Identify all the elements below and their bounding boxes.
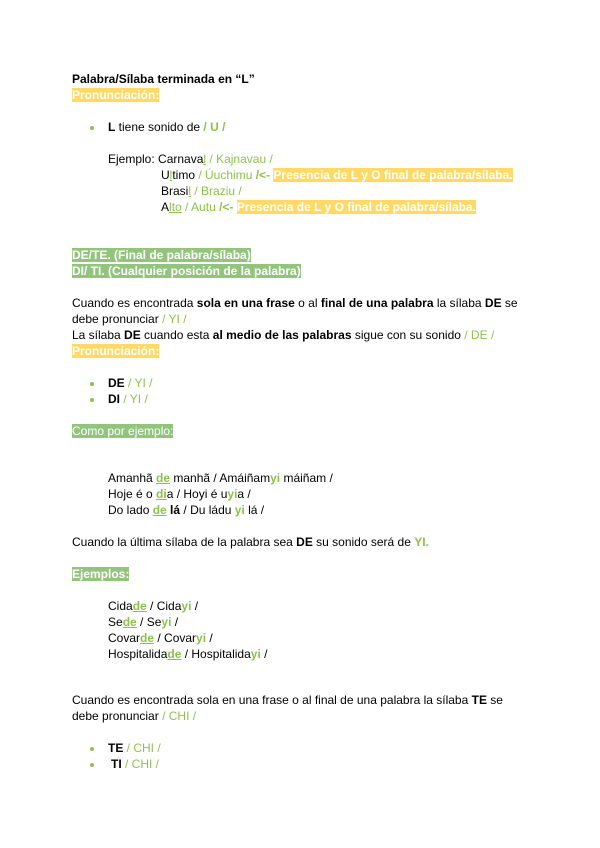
bullet-dot [90, 382, 94, 386]
example3-row-1: Cidade / Cidayi / [108, 599, 199, 613]
paragraph-2: La sílaba DE cuando esta al medio de las palabras sigue con su sonido / DE / [72, 328, 495, 342]
example3-row-3: Covarde / Covaryi / [108, 631, 213, 645]
paragraph-4: Cuando es encontrada sola en una frase o al final de una palabra la sílaba TE se [72, 693, 503, 707]
paragraph-1b: debe pronunciar / YI / [72, 312, 187, 326]
te-bullet: TE / CHI / [108, 741, 161, 755]
example3-row-2: Sede / Seyi / [108, 615, 179, 629]
doc-title: Palabra/Sílaba terminada en “L” [72, 72, 255, 86]
paragraph-4b: debe pronunciar / CHI / [72, 709, 197, 723]
ti-bullet: TI / CHI / [111, 757, 160, 771]
example-row-3: Brasil / Braziu / [161, 184, 242, 198]
di-bullet: DI / YI / [108, 392, 148, 406]
pronunciation-heading-1: Pronunciación: [72, 88, 160, 102]
paragraph-3: Cuando la última sílaba de la palabra sea DE su sonido será de YI. [72, 535, 429, 549]
example-row-4: Alto / Autu /<- Presencia de L y O final de palabra/sílaba. [161, 200, 476, 214]
de-bullet: DE / YI / [108, 376, 153, 390]
bullet-dot [90, 126, 94, 130]
como-por-ejemplo: Como por ejemplo: [72, 424, 174, 438]
example2-row-3: Do lado de lá / Du ládu yi lá / [108, 503, 265, 517]
bullet-dot [90, 398, 94, 402]
example2-row-2: Hoje é o dia / Hoyi é uyia / [108, 487, 251, 501]
di-ti-heading: DI/ TI. (Cualquier posición de la palabra) [72, 264, 301, 278]
example-row-2: Ultimo / Úuchimu /<- Presencia de L y O final de palabra/sílaba. [161, 168, 513, 182]
example3-row-4: Hospitalidade / Hospitalidayi / [108, 647, 268, 661]
paragraph-1: Cuando es encontrada sola en una frase o al final de una palabra la sílaba DE se [72, 296, 518, 310]
pronunciation-heading-2: Pronunciación: [72, 344, 160, 358]
de-te-heading: DE/TE. (Final de palabra/sílaba) [72, 248, 251, 262]
bullet-dot [90, 747, 94, 751]
example2-row-1: Amanhã de manhã / Amáiñamyi máiñam / [108, 471, 333, 485]
ejemplos-heading: Ejemplos: [72, 567, 130, 581]
l-sound-item: L tiene sonido de / U / [108, 120, 226, 134]
bullet-dot [90, 763, 94, 767]
example-row-1: Ejemplo: Carnaval / Kajnavau / [108, 152, 273, 166]
